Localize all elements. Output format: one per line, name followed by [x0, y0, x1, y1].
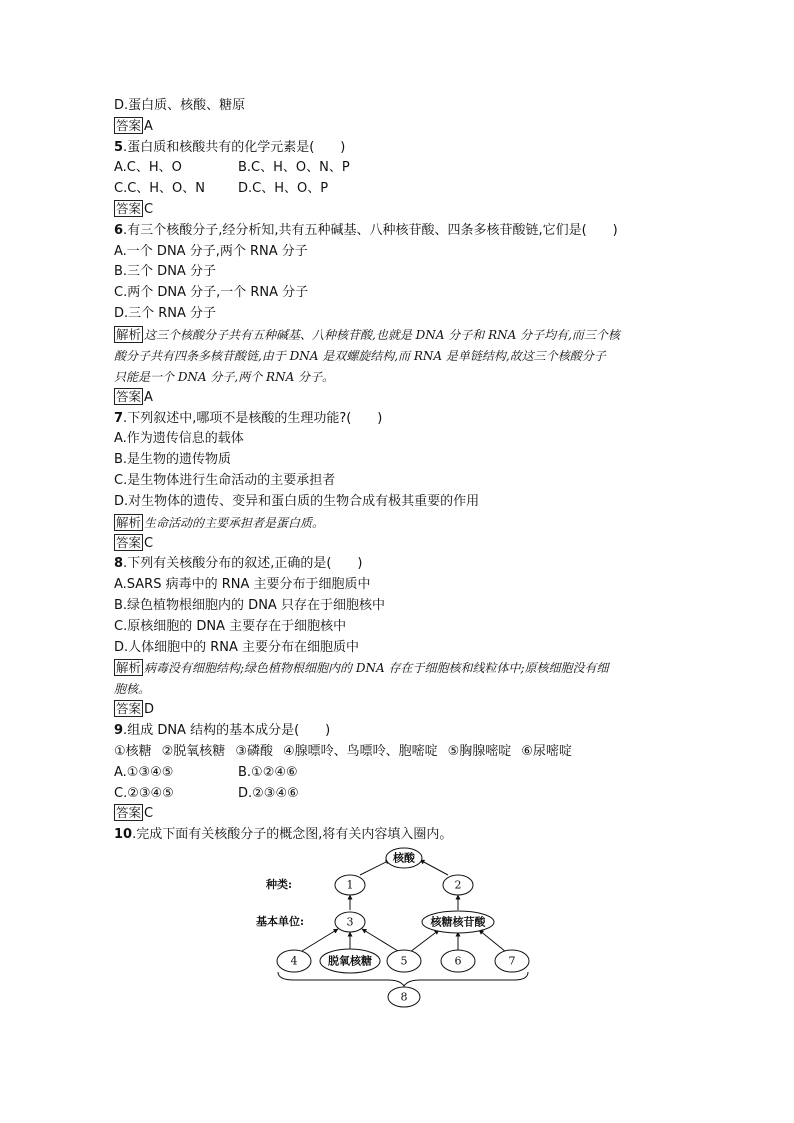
answer-tag: 答案 — [116, 388, 142, 404]
explain-line: 只能是一个 DNA 分子,两个 RNA 分子。 — [114, 369, 335, 384]
arrow — [420, 860, 448, 875]
question-text: 下列有关核酸分布的叙述,正确的是( ) — [127, 556, 363, 572]
q9-option-d: D.②③④⑥ — [238, 785, 299, 801]
question-number: 5 — [114, 139, 124, 155]
question-text: 有三个核酸分子,经分析知,共有五种碱基、八种核苷酸、四条多核苷酸链,它们是( ) — [127, 222, 618, 238]
question-text: 下列叙述中,哪项不是核酸的生理功能?( ) — [127, 410, 383, 426]
explain-tag: 解析 — [116, 326, 142, 342]
explain-line: 病毒没有细胞结构;绿色植物根细胞内的 DNA 存在于细胞核和线粒体中;原核细胞没有细 — [144, 661, 609, 676]
q5-answer — [114, 200, 694, 221]
explain-tag: 解析 — [116, 660, 142, 676]
arrow — [479, 930, 506, 952]
label-kind: 种类: — [266, 878, 293, 891]
node-deoxy-label: 脱氧核糖 — [328, 954, 372, 968]
answer-value: A — [144, 389, 153, 405]
answer-value: C — [144, 201, 154, 217]
q9-answer — [114, 804, 694, 825]
q5-option-c: C.C、H、O、N — [114, 181, 206, 197]
node-2-label: 2 — [454, 878, 462, 892]
q6-option-d: D.三个 RNA 分子 — [114, 305, 217, 321]
question-number: 7 — [114, 410, 124, 426]
document-page — [114, 96, 694, 846]
explain-line: 生命活动的主要承担者是蛋白质。 — [144, 515, 325, 530]
q6-explanation — [114, 325, 694, 388]
label-unit: 基本单位: — [256, 915, 305, 928]
explain-tag: 解析 — [116, 514, 142, 530]
q8-stem: 8.下列有关核酸分布的叙述,正确的是( ) — [114, 556, 363, 572]
node-3-label: 3 — [346, 915, 354, 929]
q7-option-c: C.是生物体进行生命活动的主要承担者 — [114, 472, 336, 488]
node-6-label: 6 — [454, 954, 462, 968]
q7-option-a: A.作为遗传信息的载体 — [114, 431, 244, 447]
answer-value: C — [144, 806, 154, 822]
answer-tag: 答案 — [116, 534, 142, 550]
q9-option-c: C.②③④⑤ — [114, 785, 174, 801]
node-1-label: 1 — [346, 878, 354, 892]
q5-option-a: A.C、H、O — [114, 160, 182, 176]
question-number: 9 — [114, 723, 124, 739]
explain-line: 胞核。 — [114, 682, 151, 697]
question-text: 完成下面有关核酸分子的概念图,将有关内容填入圈内。 — [136, 827, 453, 843]
explain-line: 这三个核酸分子共有五种碱基、八种核苷酸,也就是 DNA 分子和 RNA 分子均有,而三个核 — [144, 327, 620, 342]
q8-option-b: B.绿色植物根细胞内的 DNA 只存在于细胞核中 — [114, 597, 385, 613]
q10-stem: 10.完成下面有关核酸分子的概念图,将有关内容填入圈内。 — [114, 827, 453, 843]
q9-option-a: A.①③④⑤ — [114, 764, 174, 780]
q7-option-b: B.是生物的遗传物质 — [114, 452, 232, 468]
q9-items — [114, 742, 694, 763]
q5-options-row2 — [114, 179, 694, 200]
node-5-label: 5 — [400, 954, 408, 968]
q8-option-a: A.SARS 病毒中的 RNA 主要分布于细胞质中 — [114, 577, 371, 593]
question-text: 蛋白质和核酸共有的化学元素是( ) — [127, 139, 346, 155]
q5-stem: 5.蛋白质和核酸共有的化学元素是( ) — [114, 139, 346, 155]
q9-options-row2 — [114, 784, 694, 805]
q9-item: ⑥尿嘧啶 — [521, 743, 572, 759]
arrow — [362, 929, 398, 951]
explain-line: 酸分子共有四条多核苷酸链,由于 DNA 是双螺旋结构,而 RNA 是单链结构,故这三个核酸分子 — [114, 348, 606, 363]
q6-stem: 6.有三个核酸分子,经分析知,共有五种碱基、八种核苷酸、四条多核苷酸链,它们是( ) — [114, 222, 618, 238]
question-number: 6 — [114, 222, 124, 238]
q9-item: ③磷酸 — [235, 743, 273, 759]
q5-option-b: B.C、H、O、N、P — [238, 160, 350, 176]
arrow — [360, 860, 390, 875]
q9-item: ②脱氧核糖 — [161, 743, 226, 759]
node-7-label: 7 — [508, 954, 516, 968]
nucleic-acid-concept-map — [256, 848, 544, 1008]
answer-tag: 答案 — [116, 805, 142, 821]
q9-item: ①核糖 — [114, 743, 152, 759]
answer-value: A — [144, 118, 153, 134]
q9-item: ④腺嘌呤、鸟嘌呤、胞嘧啶 — [282, 743, 438, 759]
q6-option-c: C.两个 DNA 分子,一个 RNA 分子 — [114, 285, 309, 301]
node-8-label: 8 — [400, 990, 408, 1004]
q7-stem: 7.下列叙述中,哪项不是核酸的生理功能?( ) — [114, 410, 383, 426]
node-4-label: 4 — [290, 954, 298, 968]
q9-option-b: B.①②④⑥ — [238, 764, 298, 780]
q9-options-row1 — [114, 763, 694, 784]
node-top-label: 核酸 — [393, 851, 415, 865]
answer-value: D — [144, 702, 155, 718]
q8-option-c: C.原核细胞的 DNA 主要存在于细胞核中 — [114, 618, 347, 634]
q7-explanation — [114, 513, 694, 534]
q4-option-d: D.蛋白质、核酸、糖原 — [114, 98, 246, 113]
q8-explanation — [114, 658, 694, 700]
q7-option-d: D.对生物体的遗传、变异和蛋白质的生物合成有极其重要的作用 — [114, 493, 480, 509]
q6-option-b: B.三个 DNA 分子 — [114, 264, 216, 280]
q9-item: ⑤胸腺嘧啶 — [447, 743, 512, 759]
q9-stem: 9.组成 DNA 结构的基本成分是( ) — [114, 723, 331, 739]
q4-answer — [114, 117, 694, 138]
arrow — [410, 930, 439, 952]
q8-option-d: D.人体细胞中的 RNA 主要分布在细胞质中 — [114, 639, 360, 655]
answer-value: C — [144, 535, 154, 551]
q5-option-d: D.C、H、O、P — [238, 181, 329, 197]
question-text: 组成 DNA 结构的基本成分是( ) — [127, 723, 331, 739]
arrow — [302, 929, 338, 951]
q5-options-row1 — [114, 158, 694, 179]
answer-tag: 答案 — [116, 701, 142, 717]
brace — [278, 972, 528, 986]
q6-option-a: A.一个 DNA 分子,两个 RNA 分子 — [114, 243, 308, 259]
q8-answer — [114, 700, 694, 721]
answer-tag: 答案 — [116, 117, 142, 133]
q7-answer — [114, 534, 694, 555]
question-number: 10 — [114, 827, 133, 843]
node-ribo-label: 核糖核苷酸 — [430, 915, 486, 929]
answer-tag: 答案 — [116, 200, 142, 216]
question-number: 8 — [114, 556, 124, 572]
q6-answer — [114, 388, 694, 409]
